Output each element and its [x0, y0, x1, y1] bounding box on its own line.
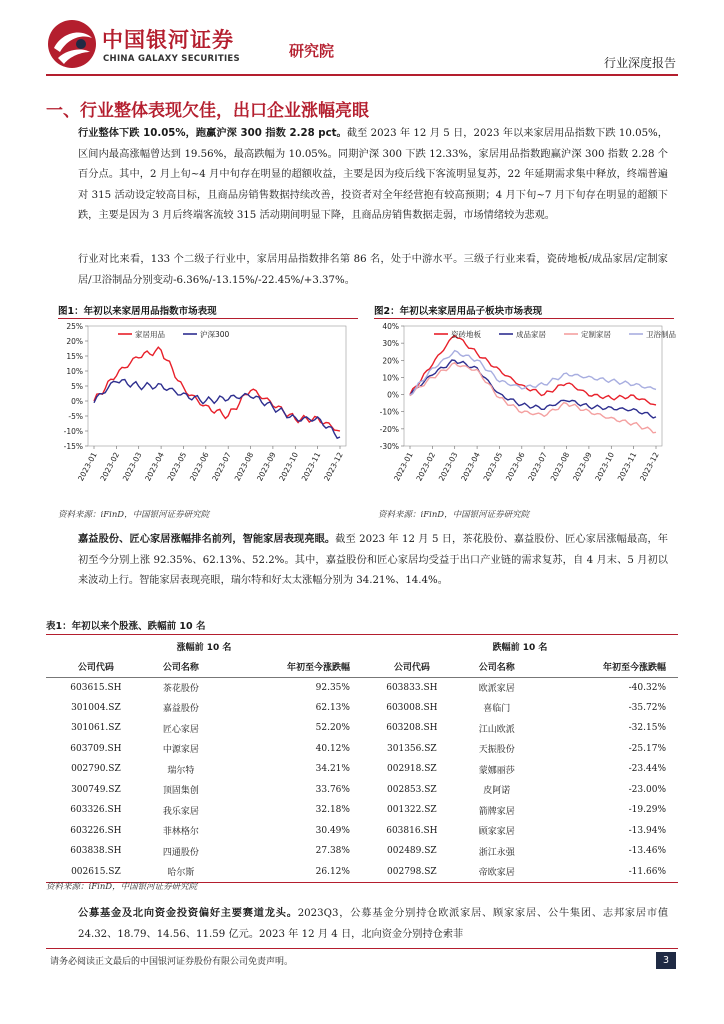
table-cell: 301356.SZ [387, 743, 437, 754]
table-cell: -11.66% [532, 862, 678, 883]
table-cell: 30.49% [315, 825, 350, 836]
table-group-up: 涨幅前 10 名 [176, 642, 232, 653]
table-cell: 帝欧家居 [462, 862, 532, 883]
legend-label: 瓷砖地板 [451, 330, 481, 339]
table-cell: 中源家居 [162, 745, 199, 756]
table-row [46, 698, 678, 719]
x-tick-label: 2023-01 [76, 450, 99, 483]
header-divider [46, 74, 678, 76]
table-row [46, 780, 678, 801]
table-cell: 002489.SZ [387, 846, 437, 857]
table-cell: 皮阿诺 [483, 786, 511, 797]
y-tick-label: -15% [63, 442, 83, 451]
table-cell: 茶花股份 [162, 684, 199, 694]
y-tick-label: 10% [382, 373, 399, 383]
table-cell: 603226.SH [70, 825, 122, 836]
table-cell: 喜临门 [483, 704, 511, 715]
table-row [46, 821, 678, 842]
paragraph-industry-performance [78, 124, 668, 227]
table-cell: 92.35% [315, 682, 350, 693]
x-tick-label: 2023-06 [503, 450, 527, 483]
x-tick-label: 2023-08 [232, 450, 256, 483]
table-title: 表1：年初以来个股涨、跌幅前 10 名 [46, 618, 678, 635]
x-tick-label: 2023-05 [481, 450, 505, 483]
legend-label: 沪深300 [200, 330, 230, 339]
table-cell: 26.12% [216, 862, 362, 883]
y-tick-label: -10% [63, 427, 83, 436]
paragraph-sub-industry: 行业对比来看，133 个二级子行业中，家居用品指数排名第 86 名，处于中游水平。三级子行业来看，瓷砖地板/成品家居/定制家居/卫浴制品分别变动-6.36%/-13.15%/-22.45%/+3.37%。 [78, 254, 668, 286]
paragraph-body: 截至 2023 年 12 月 5 日，2023 年以来家居用品指数下跌 10.05%，区间内最高涨幅曾达到 19.56%，最高跌幅为 10.05%。同期沪深 300 下跌 12.33%，家居用品指数跑赢沪深 300 指数 2.28 个百分点。其中，2 月上旬~4 月中旬存在明显的超额收益，主要是因为疫后线下客流明显复苏，22 年延期需求集中释放，终端普遍对 315 活动设定较高目标，且商品房销售数据持续改善，投资者对全年经营抱有较高预期；4 月下旬~7 月下旬存在明显的超额下跌，主要是因为 3 月后终端客流较 315 活动期间明显下降，且商品房销售数据走弱，市场情绪较为悲观。 [78, 128, 668, 221]
table-cell: -40.32% [628, 682, 666, 693]
figure2-source: 资料来源：iFinD，中国银河证券研究院 [378, 510, 530, 520]
table-cell: 蒙娜丽莎 [478, 765, 515, 776]
x-tick-label: 2023-03 [120, 450, 144, 483]
x-tick-label: 2023-09 [571, 450, 594, 483]
table-row [46, 718, 678, 739]
table-cell: 嘉益股份 [162, 704, 199, 715]
table-header-cell: 公司名称 [462, 657, 532, 678]
table-cell: 002615.SZ [46, 862, 146, 883]
table-cell: -19.29% [628, 805, 666, 816]
table-cell: -32.15% [628, 723, 666, 734]
y-tick-label: 25% [66, 322, 83, 331]
x-tick-label: 2023-07 [210, 450, 233, 483]
y-tick-label: 0% [387, 390, 399, 400]
institute-label: 研究院 [289, 42, 335, 60]
x-tick-label: 2023-04 [459, 450, 482, 483]
y-tick-label: 15% [66, 352, 83, 361]
table-cell: 34.21% [315, 764, 350, 775]
x-tick-label: 2023-11 [615, 450, 639, 483]
table-header-cell: 年初至今涨跌幅 [216, 657, 362, 678]
y-tick-label: 5% [71, 382, 83, 391]
table-row [46, 759, 678, 780]
logo-english-text: CHINA GALAXY SECURITIES [103, 54, 240, 64]
table-cell: 顶固集创 [162, 786, 199, 797]
series-line-沪深300 [94, 380, 340, 439]
table-cell: 002853.SZ [387, 784, 437, 795]
table-cell: 603833.SH [386, 682, 438, 693]
table-cell: 四通股份 [162, 847, 199, 858]
x-tick-label: 2023-01 [392, 450, 415, 483]
x-tick-label: 2023-03 [436, 450, 460, 483]
table-cell: 300749.SZ [71, 784, 121, 795]
table-row [46, 800, 678, 821]
y-tick-label: 30% [382, 339, 399, 349]
table-cell: 瑞尔特 [167, 765, 195, 776]
x-tick-label: 2023-12 [638, 450, 661, 483]
table-cell: 603816.SH [386, 825, 438, 836]
brand-logo [46, 18, 335, 70]
paragraph-lead: 公募基金及北向资金投资偏好主要赛道龙头。 [78, 908, 298, 919]
footer-divider [46, 948, 678, 949]
x-tick-label: 2023-05 [165, 450, 189, 483]
table-cell: 603008.SH [386, 702, 438, 713]
table-cell: 浙江永强 [478, 847, 515, 858]
table-row [46, 862, 678, 883]
y-tick-label: 20% [66, 337, 83, 346]
x-tick-label: 2023-12 [322, 450, 345, 483]
x-tick-label: 2023-06 [187, 450, 211, 483]
table-cell: 40.12% [315, 743, 350, 754]
table-cell: 301061.SZ [71, 723, 121, 734]
footer-disclaimer: 请务必阅读正文最后的中国银河证券股份有限公司免责声明。 [50, 957, 294, 967]
x-tick-label: 2023-04 [143, 450, 166, 483]
legend-label: 卫浴制品 [646, 330, 676, 339]
table-cell: -23.44% [628, 764, 666, 775]
legend-label: 定制家居 [581, 330, 611, 339]
table-header-row [46, 657, 678, 678]
x-tick-label: 2023-02 [414, 450, 438, 483]
y-tick-label: -10% [379, 407, 399, 417]
table-header-cell: 公司名称 [146, 657, 216, 678]
logo-chinese-text: 中国银河证券 [102, 28, 234, 52]
figure2-line-chart [374, 320, 676, 506]
legend-label: 家居用品 [135, 330, 165, 339]
paragraph-top-stocks [78, 530, 668, 592]
table-cell: 33.76% [315, 784, 350, 795]
paragraph-lead: 行业整体下跌 10.05%，跑赢沪深 300 指数 2.28 pct。 [78, 128, 347, 139]
x-tick-label: 2023-08 [548, 450, 572, 483]
figure1-title: 图1：年初以来家居用品指数市场表现 [58, 303, 358, 319]
paragraph-fund-holdings [78, 904, 668, 945]
table-header-cell: 年初至今涨跌幅 [532, 657, 678, 678]
table-cell: -13.94% [628, 825, 666, 836]
x-tick-label: 2023-10 [277, 450, 301, 483]
table-cell: 301004.SZ [71, 702, 121, 713]
report-type: 行业深度报告 [603, 56, 676, 70]
figure1-source: 资料来源：iFinD，中国银河证券研究院 [58, 510, 210, 520]
table-cell: 哈尔斯 [146, 862, 216, 883]
table-row [46, 841, 678, 862]
table-cell: 江山欧派 [478, 724, 515, 735]
table-cell: 603615.SH [70, 682, 122, 693]
series-line-卫浴制品 [410, 351, 656, 395]
table-group-down: 跌幅前 10 名 [492, 642, 548, 653]
table-cell: -13.46% [628, 846, 666, 857]
figure2-title: 图2：年初以来家居用品子板块市场表现 [374, 303, 674, 319]
table-cell: 我乐家居 [162, 806, 199, 817]
y-tick-label: 10% [66, 367, 83, 376]
table-cell: 603838.SH [70, 846, 122, 857]
galaxy-logo-icon [46, 18, 98, 70]
table-header-cell: 公司代码 [46, 657, 146, 678]
legend-label: 成品家居 [516, 330, 546, 339]
x-tick-label: 2023-10 [593, 450, 617, 483]
section-title: 一、行业整体表现欠佳，出口企业涨幅亮眼 [46, 101, 369, 121]
x-tick-label: 2023-11 [299, 450, 323, 483]
table-row [46, 677, 678, 698]
table-cell: 62.13% [315, 702, 350, 713]
table-cell: -25.17% [628, 743, 666, 754]
page-number: 3 [656, 952, 676, 969]
plot-frame [88, 326, 346, 446]
table-cell: 32.18% [315, 805, 350, 816]
table-cell: -35.72% [628, 702, 666, 713]
table-cell: 天振股份 [478, 745, 515, 756]
figure1-line-chart [58, 320, 354, 506]
table-cell: -23.00% [628, 784, 666, 795]
y-tick-label: -20% [379, 424, 399, 434]
y-tick-label: -30% [379, 442, 399, 451]
y-tick-label: -5% [68, 412, 83, 421]
paragraph-body: 2023Q3，公募基金分别持仓欧派家居、顾家家居、公牛集团、志邦家居市值 24.32、18.79、14.56、11.59 亿元。2023 年 12 月 4 日，北向资金分别持仓索菲 [78, 908, 669, 940]
table-cell: 菲林格尔 [162, 827, 199, 838]
table-cell: 欧派家居 [478, 684, 515, 694]
table-cell: 002918.SZ [387, 764, 437, 775]
x-tick-label: 2023-02 [98, 450, 122, 483]
table-cell: 27.38% [315, 846, 350, 857]
table-cell: 52.20% [315, 723, 350, 734]
table-cell: 匠心家居 [162, 724, 199, 735]
y-tick-label: 0% [71, 397, 83, 406]
table-cell: 603709.SH [70, 743, 122, 754]
table-cell: 002798.SZ [362, 862, 462, 883]
y-tick-label: 40% [382, 322, 399, 331]
x-tick-label: 2023-09 [255, 450, 278, 483]
table-body [46, 677, 678, 882]
table-row [46, 739, 678, 760]
paragraph-body: 截至 2023 年 12 月 5 日，茶花股份、嘉益股份、匠心家居涨幅最高，年初至今分别上涨 92.35%、62.13%、52.2%。其中，嘉益股份和匠心家居均受益于出口产业链的需求复苏，自 4 月末、5 月初以来波动上行。智能家居表现亮眼，瑞尔特和好太太涨幅分别为 34.21%、14.4%。 [78, 534, 668, 586]
paragraph-lead: 嘉益股份、匠心家居涨幅排名前列，智能家居表现亮眼。 [78, 534, 336, 545]
table-cell: 603208.SH [386, 723, 438, 734]
rank-table [46, 636, 678, 883]
table-cell: 顾家家居 [478, 827, 515, 838]
y-tick-label: 20% [382, 356, 399, 366]
table-source: 资料来源：iFinD，中国银河证券研究院 [46, 882, 198, 892]
table-cell: 001322.SZ [387, 805, 437, 816]
series-line-定制家居 [410, 363, 656, 433]
table-cell: 603326.SH [70, 805, 122, 816]
table-cell: 002790.SZ [71, 764, 121, 775]
table-header-cell: 公司代码 [362, 657, 462, 678]
x-tick-label: 2023-07 [526, 450, 549, 483]
table-cell: 箭牌家居 [478, 806, 515, 817]
